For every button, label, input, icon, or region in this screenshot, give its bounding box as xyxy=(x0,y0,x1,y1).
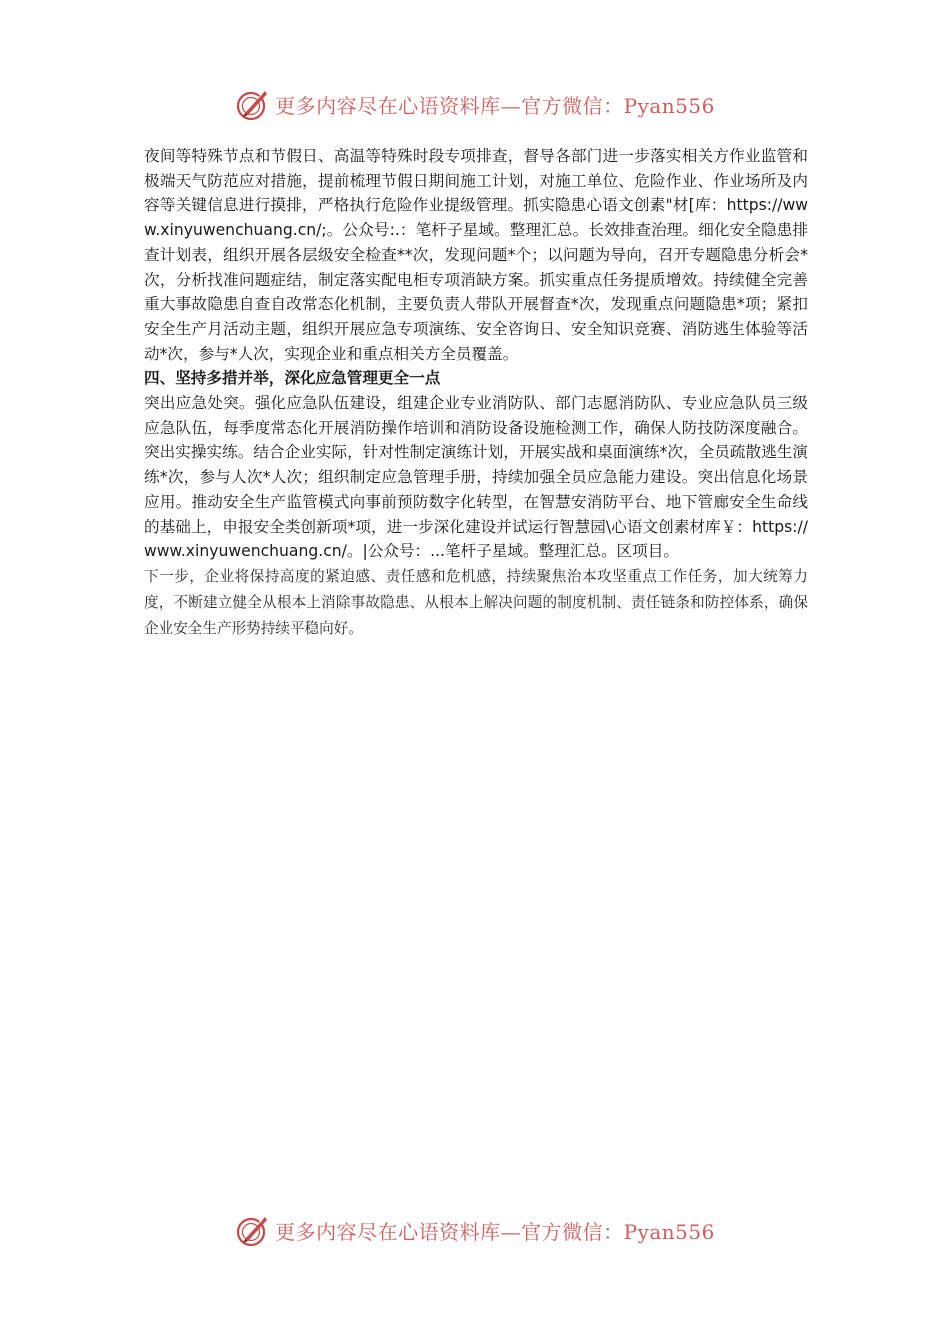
quill-pen-icon xyxy=(235,86,271,122)
paragraph-inspection: 夜间等特殊节点和节假日、高温等特殊时段专项排查，督导各部门进一步落实相关方作业监管和极端天气防范应对措施，提前梳理节假日期间施工计划，对施工单位、危险作业、作业场所及内容等关键信息进行摸排，严格执行危险作业提级管理。抓实隐患心语文创素"材[库：https://www.xinyuwenchuang.cn/;。公众号:.：笔杆子星域。整理汇总。长效排查治理。细化安全隐患排查计划表，组织开展各层级安全检查**次，发现问题*个；以问题为导向，召开专题隐患分析会*次，分析找准问题症结，制定落实配电柜专项消缺方案。抓实重点任务提质增效。持续健全完善重大事故隐患自查自改常态化机制，主要负责人带队开展督查*次，发现重点问题隐患*项；紧扣安全生产月活动主题，组织开展应急专项演练、安全咨询日、安全知识竞赛、消防逃生体验等活动*次，参与*人次，实现企业和重点相关方全员覆盖。 xyxy=(144,147,808,363)
quill-pen-icon xyxy=(235,1212,271,1248)
header-banner xyxy=(0,80,950,128)
banner-text: 更多内容尽在心语资料库—官方微信：Pyan556 xyxy=(275,1219,715,1244)
section-heading-4: 四、坚持多措并举，深化应急管理更全一点 xyxy=(144,369,441,388)
footer-banner xyxy=(0,1206,950,1254)
banner-text: 更多内容尽在心语资料库—官方微信：Pyan556 xyxy=(275,93,715,118)
paragraph-closing: 下一步，企业将保持高度的紧迫感、责任感和危机感，持续聚焦治本攻坚重点工作任务，加大统筹力度，不断建立健全从根本上消除事故隐患、从根本上解决问题的制度机制、责任链条和防控体系，确保企业安全生产形势持续平稳向好。 xyxy=(144,567,808,637)
document-body xyxy=(144,144,808,642)
paragraph-emergency: 突出应急处突。强化应急队伍建设，组建企业专业消防队、部门志愿消防队、专业应急队员三级应急队伍，每季度常态化开展消防操作培训和消防设备设施检测工作，确保人防技防深度融合。突出实操实练。结合企业实际，针对性制定演练计划，开展实战和桌面演练*次，全员疏散逃生演练*次，参与人次*人次；组织制定应急管理手册，持续加强全员应急能力建设。突出信息化场景应用。推动安全生产监管模式向事前预防数字化转型，在智慧安消防平台、地下管廊安全生命线的基础上，申报安全类创新项*项，进一步深化建设并试运行智慧园\心语文创素材库￥：https://www.xinyuwenchuang.cn/。|公众号：...笔杆子星域。整理汇总。区项目。 xyxy=(144,394,808,561)
